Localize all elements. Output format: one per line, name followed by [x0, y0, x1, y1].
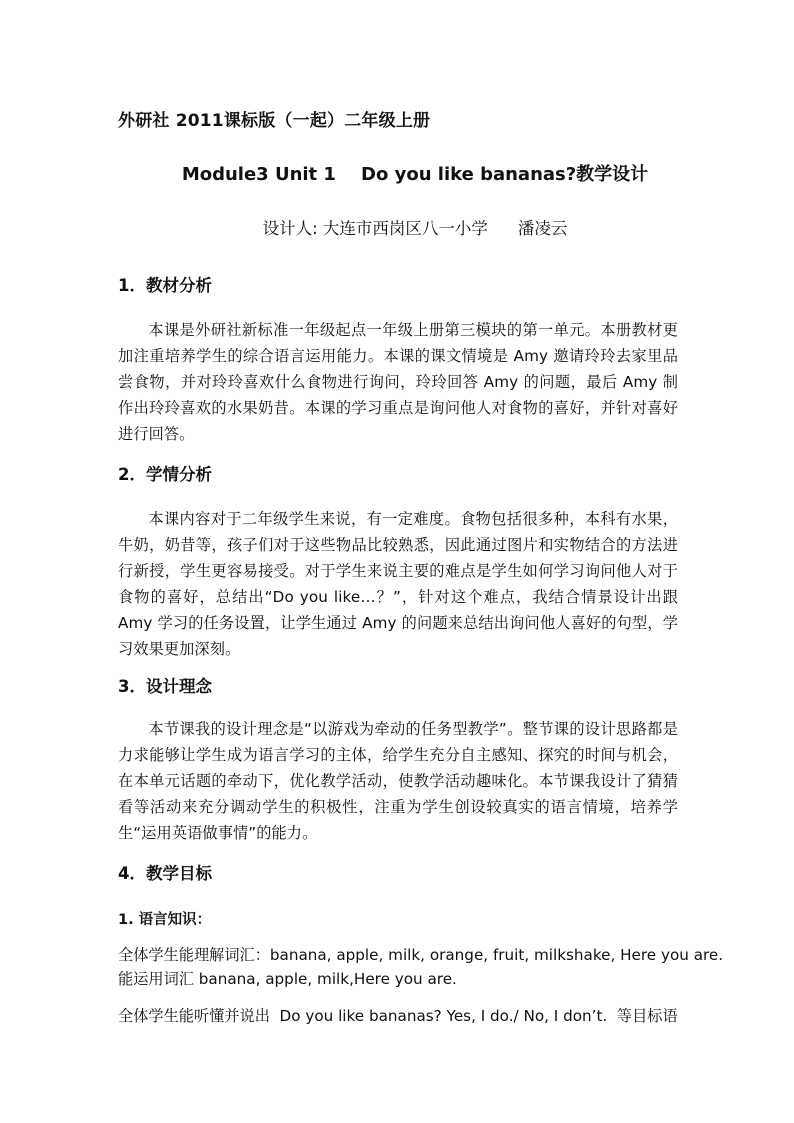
subsection-heading-language-knowledge: 1. 语言知识：	[118, 912, 212, 928]
author-line	[0, 215, 794, 239]
section-paragraph-2: 本课内容对于二年级学生来说，有一定难度。食物包括很多种，本科有水果，牛奶，奶昔等，孩子们对于这些物品比较熟悉，因此通过图片和实物结合的方法进行新授，学生更容易接受。对于学生来说主要的难点是学生如何学习询问他人对于食物的喜好，总结出“Do you like…？”，针对这个难点，我结合情景设计出跟 Amy 学习的任务设置，让学生通过 Amy 的问题来总结出询问他人喜好的句型，学习效果更加深刻。	[118, 510, 678, 658]
section-paragraph-1: 本课是外研社新标准一年级起点一年级上册第三模块的第一单元。本册教材更加注重培养学生的综合语言运用能力。本课的课文情境是 Amy 邀请玲玲去家里品尝食物，并对玲玲喜欢什么食物进行询问，玲玲回答 Amy 的问题，最后 Amy 制作出玲玲喜欢的水果奶昔。本课的学习重点是询问他人对食物的喜好，并针对喜好进行回答。	[118, 321, 678, 443]
document-pre-title: 外研社 2011课标版（一起）二年级上册	[118, 111, 431, 131]
section-paragraph-3: 本节课我的设计理念是“以游戏为牵动的任务型教学”。整节课的设计思路都是力求能够让学生成为语言学习的主体，给学生充分自主感知、探究的时间与机会，在本单元话题的牵动下，优化教学活动，使教学活动趣味化。本节课我设计了猜猜看等活动来充分调动学生的积极性，注重为学生创设较真实的语言情境，培养学生“运用英语做事情”的能力。	[118, 720, 678, 842]
objective-line-1: 全体学生能理解词汇：banana, apple, milk, orange, fruit, milkshake, Here you are.	[118, 946, 724, 964]
objective-line-2: 能运用词汇 banana, apple, milk,Here you are.	[118, 970, 457, 988]
section-heading-4: 4．教学目标	[118, 864, 212, 883]
section-heading-3: 3．设计理念	[118, 677, 212, 696]
section-heading-2: 2．学情分析	[118, 465, 212, 484]
document-title: Module3 Unit 1 Do you like bananas?教学设计	[181, 164, 649, 185]
section-heading-1: 1．教材分析	[118, 276, 212, 295]
author-name: 潘凌云	[517, 219, 568, 238]
author-label: 设计人: 大连市西岗区八一小学	[262, 219, 488, 238]
objective-line-3: 全体学生能听懂并说出 Do you like bananas? Yes, I do./ No, I don’t. 等目标语	[118, 1007, 678, 1025]
